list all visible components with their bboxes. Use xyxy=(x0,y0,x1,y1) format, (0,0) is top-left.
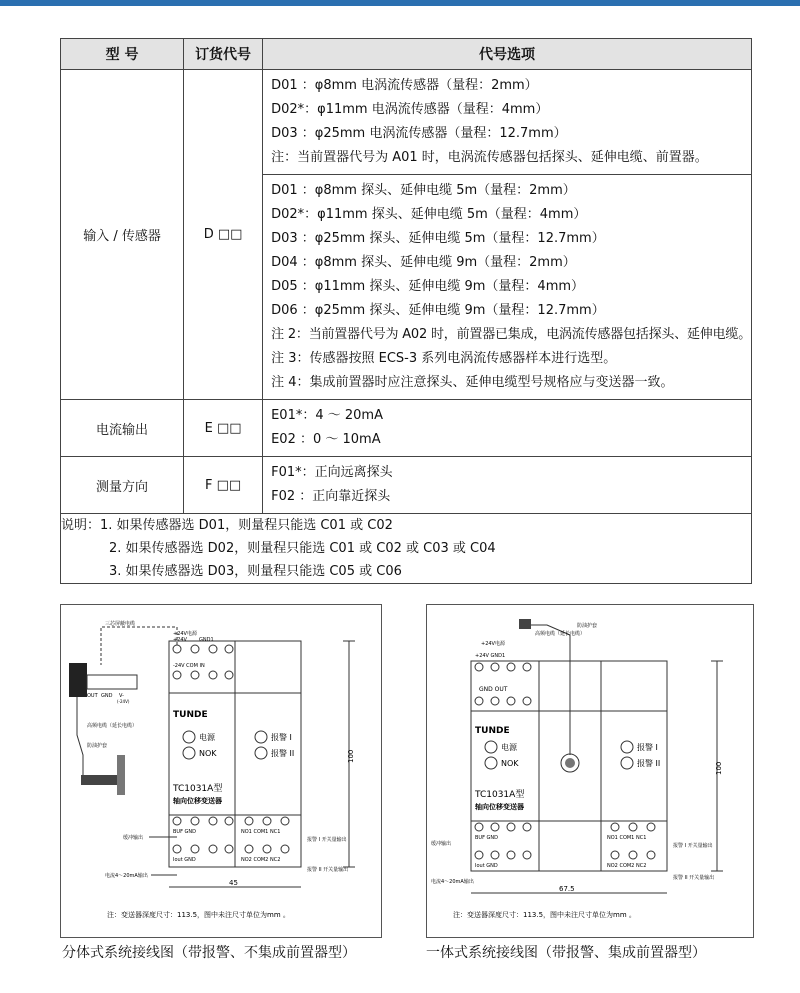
option-line: D04 ：φ8mm 探头、延伸电缆 9m（量程：2mm） xyxy=(271,255,576,270)
term-top2-label: GND1 xyxy=(199,637,214,643)
pre-out-label: OUT xyxy=(87,693,98,699)
notes-cell xyxy=(61,514,752,584)
power-label: +24V电源 xyxy=(173,631,197,637)
dim-width-label: 45 xyxy=(229,879,238,887)
ordering-code-table xyxy=(60,38,752,584)
nok-led-label: NOK xyxy=(501,759,519,768)
relay2-label: 报警 II 开关量输出 xyxy=(673,875,715,881)
iout-label: Iout GND xyxy=(173,857,196,863)
hf-cable-label: 高频电缆（延长电缆） xyxy=(87,723,138,729)
current-out-label: 电流4～20mA输出 xyxy=(431,879,474,885)
direction-options xyxy=(263,457,752,514)
depth-note: 注：变送器深度尺寸：113.5，图中未注尺寸单位为mm 。 xyxy=(107,911,290,919)
option-note: 注 3：传感器按照 ECS-3 系列电涡流传感器样本进行选型。 xyxy=(271,351,617,366)
term-mid-label: -24V COM IN xyxy=(173,663,205,669)
model-label: TC1031A型 xyxy=(173,784,223,794)
table-row-direction xyxy=(61,457,752,514)
hf-cable-label: 高频电缆（延长电缆） xyxy=(535,631,586,637)
term-top-label: +24V GND1 xyxy=(475,653,506,659)
option-line: D01 ：φ8mm 探头、延伸电缆 5m（量程：2mm） xyxy=(271,183,576,198)
probe xyxy=(519,619,531,629)
option-line: E01*：4 ～ 20mA xyxy=(271,408,383,423)
header-options: 代号选项 xyxy=(263,39,752,70)
shielded-cable xyxy=(101,627,177,665)
preamp-terminal-strip xyxy=(87,675,137,689)
iout-label: Iout GND xyxy=(475,863,498,869)
option-line: D05 ：φ11mm 探头、延伸电缆 9m（量程：4mm） xyxy=(271,279,585,294)
logo: TUNDE xyxy=(475,726,510,736)
wiring-diagram-split xyxy=(60,604,382,938)
gnd-out-label: GND OUT xyxy=(479,686,508,693)
subtitle-label: 轴向位移变送器 xyxy=(173,797,222,805)
table-row-current xyxy=(61,400,752,457)
row-label-current: 电流输出 xyxy=(61,400,184,457)
wiring-diagram-split-drawing xyxy=(61,605,381,937)
row-code-input: D □□ xyxy=(184,70,263,400)
power-led-label: 电源 xyxy=(501,743,517,752)
top-accent-bar xyxy=(0,0,800,6)
pre-v-label: V- xyxy=(119,693,124,699)
depth-note: 注：变送器深度尺寸：113.5，图中未注尺寸单位为mm 。 xyxy=(453,911,636,919)
row-code-direction: F □□ xyxy=(184,457,263,514)
table-notes-row xyxy=(61,514,752,584)
option-line: D03 ：φ25mm 电涡流传感器（量程：12.7mm） xyxy=(271,126,567,141)
option-line: E02 ：0 ～ 10mA xyxy=(271,432,381,447)
pre-gnd-label: GND xyxy=(101,693,113,699)
row-label-input: 输入 / 传感器 xyxy=(61,70,184,400)
oil-sleeve-label: 防油护套 xyxy=(87,743,108,749)
note-line: 3. 如果传感器选 D03，则量程只能选 C05 或 C06 xyxy=(109,564,402,579)
option-line: D01 ：φ8mm 电涡流传感器（量程：2mm） xyxy=(271,78,538,93)
buffer-out-label: 缓冲输出 xyxy=(431,841,452,847)
preamplifier xyxy=(69,663,87,697)
option-line: D03 ：φ25mm 探头、延伸电缆 5m（量程：12.7mm） xyxy=(271,231,605,246)
model-label: TC1031A型 xyxy=(475,790,525,800)
subtitle-label: 轴向位移变送器 xyxy=(475,803,524,811)
current-out-label: 电流4～20mA输出 xyxy=(105,873,148,879)
probe xyxy=(81,775,117,785)
table-row-input-a xyxy=(61,70,752,175)
option-note: 注：当前置器代号为 A01 时，电涡流传感器包括探头、延伸电缆、前置器。 xyxy=(271,150,708,165)
option-line: F02 ：正向靠近探头 xyxy=(271,489,391,504)
dim-height-label: 100 xyxy=(347,749,355,763)
power-label: +24V电源 xyxy=(481,641,505,647)
header-model: 型 号 xyxy=(61,39,184,70)
row-code-current: E □□ xyxy=(184,400,263,457)
row-label-direction: 测量方向 xyxy=(61,457,184,514)
wiring-diagram-integrated-drawing xyxy=(427,605,753,937)
dim-height-label: 100 xyxy=(715,761,723,775)
buf-label: BUF GND xyxy=(173,829,197,835)
probe-cable xyxy=(77,697,83,775)
note-line: 说明：1. 如果传感器选 D01，则量程只能选 C01 或 C02 xyxy=(61,518,393,533)
input-options-group1 xyxy=(263,70,752,175)
nc1-label: NO1 COM1 NC1 xyxy=(241,829,281,835)
relay1-label: 报警 I 开关量输出 xyxy=(673,843,713,849)
three-core-cable-label: 三芯屏蔽电缆 xyxy=(105,621,136,627)
relay2-label: 报警 II 开关量输出 xyxy=(307,867,349,873)
option-note: 注 2：当前置器代号为 A02 时，前置器已集成，电涡流传感器包括探头、延伸电缆。 xyxy=(271,327,751,342)
dim-width-label: 67.5 xyxy=(559,885,575,893)
buffer-out-label: 缓冲输出 xyxy=(123,835,144,841)
nc2-label: NO2 COM2 NC2 xyxy=(607,863,647,869)
wiring-diagram-integrated xyxy=(426,604,754,938)
nok-led-label: NOK xyxy=(199,749,217,758)
buf-label: BUF GND xyxy=(475,835,499,841)
table-header-row xyxy=(61,39,752,70)
power-led-label: 电源 xyxy=(199,733,215,742)
pre-v-sub-label: (-24V) xyxy=(117,699,130,704)
current-options xyxy=(263,400,752,457)
alarm1-label: 报警 I xyxy=(271,733,292,742)
input-options-group2 xyxy=(263,175,752,400)
option-line: F01*：正向远离探头 xyxy=(271,465,393,480)
alarm2-label: 报警 II xyxy=(271,749,295,758)
option-line: D02*：φ11mm 探头、延伸电缆 5m（量程：4mm） xyxy=(271,207,587,222)
target-shaft xyxy=(117,755,125,795)
caption-split: 分体式系统接线图（带报警、不集成前置器型） xyxy=(62,945,356,961)
nc1-label: NO1 COM1 NC1 xyxy=(607,835,647,841)
nc2-label: NO2 COM2 NC2 xyxy=(241,857,281,863)
option-note: 注 4：集成前置器时应注意探头、延伸电缆型号规格应与变送器一致。 xyxy=(271,375,674,390)
caption-integrated: 一体式系统接线图（带报警、集成前置器型） xyxy=(426,945,706,961)
cable-gland-core xyxy=(565,758,575,768)
relay1-label: 报警 I 开关量输出 xyxy=(307,837,347,843)
note-line: 2. 如果传感器选 D02，则量程只能选 C01 或 C02 或 C03 或 C04 xyxy=(109,541,496,556)
alarm1-label: 报警 I xyxy=(637,743,658,752)
option-line: D02*：φ11mm 电涡流传感器（量程：4mm） xyxy=(271,102,549,117)
term-top-label: +24V xyxy=(173,637,187,643)
oil-sleeve-label: 防油护套 xyxy=(577,623,598,629)
header-order-code: 订货代号 xyxy=(184,39,263,70)
logo: TUNDE xyxy=(173,710,208,720)
alarm2-label: 报警 II xyxy=(637,759,661,768)
option-line: D06 ：φ25mm 探头、延伸电缆 9m（量程：12.7mm） xyxy=(271,303,605,318)
